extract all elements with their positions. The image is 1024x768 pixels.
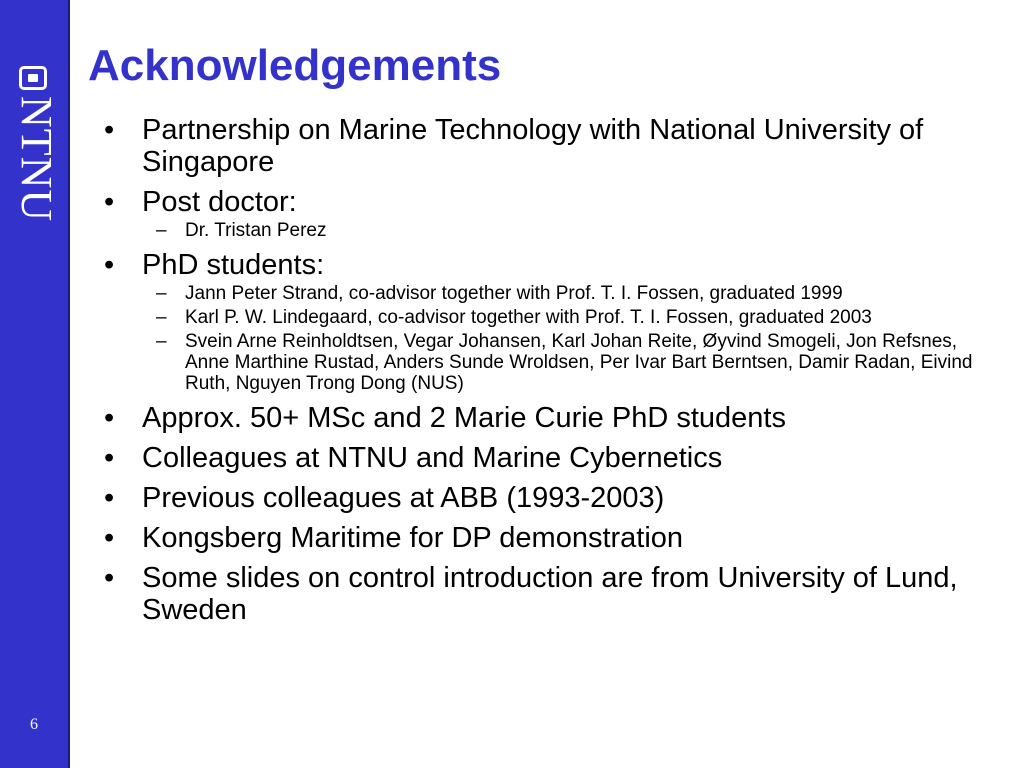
bullet-icon: •	[104, 402, 115, 434]
bullet-text: Kongsberg Maritime for DP demonstration	[142, 522, 684, 554]
ntnu-logo-text: NTNU	[12, 96, 61, 223]
phd-students-sublist	[142, 283, 994, 394]
sub-bullet-item	[142, 220, 994, 241]
ntnu-logo-icon	[19, 66, 47, 90]
bullet-text: Partnership on Marine Technology with National University of Singapore	[142, 114, 924, 178]
dash-icon: –	[156, 331, 167, 352]
dash-icon: –	[156, 307, 167, 328]
bullet-text: Approx. 50+ MSc and 2 Marie Curie PhD students	[142, 402, 786, 434]
bullet-icon: •	[104, 562, 115, 594]
ntnu-sidebar	[0, 0, 70, 768]
bullet-text: Previous colleagues at ABB (1993-2003)	[142, 482, 665, 514]
sub-bullet-text: Jann Peter Strand, co-advisor together with Prof. T. I. Fossen, graduated 1999	[185, 283, 843, 304]
ntnu-logo-inner	[28, 74, 38, 82]
bullet-icon: •	[104, 522, 115, 554]
slide-bullet-list	[104, 114, 994, 634]
dash-icon: –	[156, 220, 167, 241]
sub-bullet-item	[142, 307, 994, 328]
sub-bullet-text: Svein Arne Reinholdtsen, Vegar Johansen, Karl Johan Reite, Øyvind Smogeli, Jon Refsnes, Anne Marthine Rustad, Anders Sunde Wroldsen, Per Ivar Bart Berntsen, Damir Radan, Eivind Ruth, Nguyen Trong Dong (NUS)	[185, 331, 973, 394]
bullet-item	[104, 522, 994, 554]
slide-title: Acknowledgements	[88, 41, 502, 90]
bullet-icon: •	[104, 249, 115, 281]
sub-bullet-item	[142, 331, 994, 394]
bullet-item	[104, 186, 994, 241]
bullet-item	[104, 114, 994, 178]
bullet-text: Some slides on control introduction are from University of Lund, Sweden	[142, 562, 958, 626]
bullet-icon: •	[104, 186, 115, 218]
dash-icon: –	[156, 283, 167, 304]
post-doctor-sublist	[142, 220, 994, 241]
bullet-icon: •	[104, 482, 115, 514]
sub-bullet-item	[142, 283, 994, 304]
bullet-item	[104, 482, 994, 514]
sub-bullet-text: Dr. Tristan Perez	[185, 220, 327, 241]
bullet-item	[104, 402, 994, 434]
sub-bullet-text: Karl P. W. Lindegaard, co-advisor together with Prof. T. I. Fossen, graduated 2003	[185, 307, 872, 328]
bullet-item	[104, 442, 994, 474]
bullet-item	[104, 249, 994, 394]
bullet-text: Post doctor:	[142, 186, 297, 218]
slide-page-number: 6	[30, 716, 38, 733]
bullet-icon: •	[104, 114, 115, 146]
bullet-text: PhD students:	[142, 249, 325, 281]
bullet-icon: •	[104, 442, 115, 474]
bullet-text: Colleagues at NTNU and Marine Cybernetics	[142, 442, 723, 474]
bullet-item	[104, 562, 994, 626]
